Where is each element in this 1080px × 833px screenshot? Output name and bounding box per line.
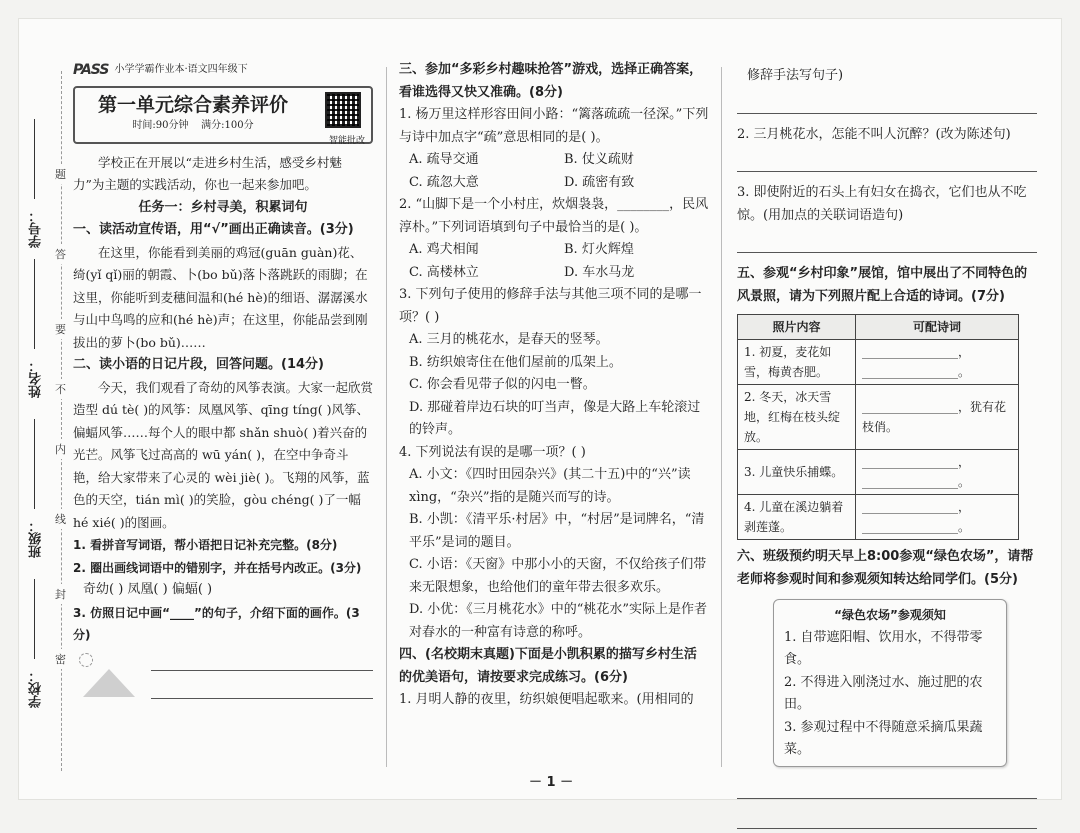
photo-cell: 4. 儿童在溪边躺着剥莲蓬。 [738,495,856,540]
section-4-question-2: 2. 三月桃花水，怎能不叫人沉醉？(改为陈述句) [737,126,1011,142]
painting-answer [73,647,373,703]
exam-time: 时间:90分钟 [132,119,189,131]
mc-options-2 [399,239,709,262]
page-number: － 1 － [529,775,574,790]
brand-bar [73,59,373,82]
qr-code-icon[interactable] [325,92,361,128]
seal-char: 内 [55,439,66,459]
photo-cell: 1. 初夏，麦花如雪，梅黄杏肥。 [738,340,856,385]
seal-char: 要 [55,319,66,339]
section-4-continued: 修辞手法写句子) [747,68,844,83]
section-2-title: 二、读小语的日记片段，回答问题。(14分) [73,357,324,372]
mc-options-2 [399,262,709,285]
school-label: 学校： [29,669,44,708]
mc-options-1 [399,172,709,195]
mountain-icon [83,669,135,697]
table-header: 可配诗词 [856,315,1019,340]
notice-item: 1. 自带遮阳帽、饮用水，不得带零食。 [784,629,983,667]
option[interactable]: B. 纺织娘寄住在他们屋前的瓜架上。 [409,354,622,370]
option[interactable]: B. 小凯：《清平乐·村居》中，“村居”是词牌名，“清平乐”是词的题目。 [409,512,705,550]
option[interactable]: A. 三月的桃花水，是春天的竖琴。 [409,332,609,347]
answer-line[interactable] [151,677,373,699]
notice-item: 3. 参观过程中不得随意采摘瓜果蔬菜。 [784,719,983,757]
answer-line[interactable] [737,150,1037,172]
column-2 [399,59,709,712]
notice-title: “绿色农场”参观须知 [834,608,946,622]
poem-cell[interactable]: ________________，________________。 [856,495,1019,540]
table-row [738,495,1019,540]
section-1-title: 一、读活动宣传语，用“√”画出正确读音。(3分) [73,222,354,237]
option[interactable]: C. 高楼林立 [409,264,479,280]
seal-char: 题 [55,164,66,184]
option[interactable]: A. 疏导交通 [409,152,479,167]
option[interactable]: A. 鸡犬相闻 [409,242,479,257]
column-1 [73,59,373,703]
column-divider [721,67,722,767]
visit-notice [773,599,1007,767]
poem-table [737,314,1019,540]
photo-cell: 3. 儿童快乐捕蝶。 [738,450,856,495]
answer-line[interactable] [737,92,1037,114]
name-line [34,259,35,349]
seal-char: 封 [55,584,66,604]
painting-image [73,651,143,701]
seal-char: 线 [55,509,66,529]
class-label: 班级： [29,519,44,558]
mc-question-4: 4. 下列说法有误的是哪一项？( ) [399,444,586,460]
answer-line[interactable] [737,231,1037,253]
option[interactable]: D. 小优：《三月桃花水》中的“桃花水”实际上是作者对春水的一种富有诗意的称呼。 [409,602,708,640]
table-row [738,385,1019,450]
id-label: 学号： [29,209,44,248]
mc-question-2: 2. “山脚下是一个小村庄，炊烟袅袅，________，民风淳朴。”下列词语填到句子中最恰当的是( )。 [399,197,709,235]
poem-cell[interactable]: ________________，________________。 [856,340,1019,385]
class-line [34,419,35,509]
seal-char: 答 [55,244,66,264]
option[interactable]: C. 小语：《天窗》中那小小的天窗，不仅给孩子们带来无限想象，也给他们的童年带去很多欢乐。 [409,557,707,595]
question-2: 2. 圈出画线词语中的错别字，并在括号内改正。(3分) [73,560,362,575]
exam-meta [83,118,303,134]
question-3: 3. 仿照日记中画“____”的句子，介绍下面的画作。(3分) [73,605,360,642]
column-3 [737,65,1037,833]
section-3-title: 三、参加“多彩乡村趣味抢答”游戏，选择正确答案，看谁选得又快又准确。(8分) [399,62,703,100]
table-header-row [738,315,1019,340]
question-1: 1. 看拼音写词语，帮小语把日记补充完整。(8分) [73,538,338,552]
name-label: 姓名： [29,359,44,398]
option[interactable]: D. 车水马龙 [564,264,635,280]
poem-cell[interactable]: ________________，犹有花枝俏。 [856,385,1019,450]
page-title: 第一单元综合素养评价 [97,93,288,116]
answer-line[interactable] [737,777,1037,799]
worksheet-page [18,18,1062,800]
mc-options-1 [399,149,709,172]
column-divider [386,67,387,767]
section-4-question-1: 1. 月明人静的夜里，纺织娘便唱起歌来。(用相同的 [399,692,694,707]
exam-score: 满分:100分 [201,119,254,131]
section-4-question-3: 3. 即使附近的石头上有妇女在捣衣，它们也从不吃惊。(用加点的关联词语造句) [737,185,1027,223]
sun-icon [79,653,93,667]
id-line [34,119,35,199]
diary-text: 今天，我们观看了奇幼的风筝表演。大家一起欣赏造型 dú tè( )的风筝：凤凰风筝、qīng tíng( )风筝、偏蝠风筝……每个人的眼中都 shǎn shuò( )着兴奋的光芒。风筝飞过高高的 wū yán( )，在空中争奇斗艳，给大家带来了心灵的 wèi jiè( )。飞翔的风筝，蓝色的天空，tián mì( )的笑脸，gòu chéng( )了一幅 hé xié( )的图画。 [73,379,374,530]
photo-cell: 2. 冬天，冰天雪地，红梅在枝头绽放。 [738,385,856,450]
option[interactable]: C. 疏忽大意 [409,174,479,190]
table-row [738,340,1019,385]
poem-cell[interactable]: ________________，________________。 [856,450,1019,495]
option[interactable]: A. 小文：《四时田园杂兴》(其二十五)中的“兴”读xìng，“杂兴”指的是随兴而写的诗。 [409,467,691,505]
mc-question-3: 3. 下列句子使用的修辞手法与其他三项不同的是哪一项？( ) [399,287,702,325]
task-heading: 任务一：乡村寻美，积累词句 [138,199,308,215]
school-line [34,579,35,659]
section-5-title: 五、参观“乡村印象”展馆，馆中展出了不同特色的风景照，请为下列照片配上合适的诗词。(7分) [737,266,1028,304]
notice-item: 2. 不得进入刚浇过水、施过肥的农田。 [784,674,983,712]
seal-char: 不 [55,379,66,399]
question-2-blanks[interactable]: 奇幼( ) 凤凰( ) 偏蝠( ) [83,582,213,597]
title-box [73,86,373,144]
answer-line[interactable] [151,649,373,671]
option[interactable]: B. 仗义疏财 [564,152,634,167]
brand-logo: PASS [73,62,109,78]
option[interactable]: C. 你会看见带子似的闪电一瞥。 [409,377,596,392]
option[interactable]: B. 灯火辉煌 [564,242,634,257]
section-1-text: 在这里，你能看到美丽的鸡冠(guān guàn)花、绮(yǐ qǐ)丽的朝霞、卜(bo bǔ)落卜落跳跃的雨脚；在这里，你能听到麦穗间温和(hé hè)的细语、潺潺溪水与山中鸟鸣的应和(hé hè)声；在这里，你能品尝到刚拔出的萝卜(bo bǔ)…… [73,244,368,350]
section-4-title: 四、(名校期末真题)下面是小凯积累的描写乡村生活的优美语句，请按要求完成练习。(6分) [399,647,697,685]
option[interactable]: D. 那碰着岸边石块的叮当声，像是大路上车轮滚过的铃声。 [409,399,701,437]
option[interactable]: D. 疏密有致 [564,174,635,190]
binding-margin [19,19,81,801]
intro-text: 学校正在开展以“走进乡村生活，感受乡村魅力”为主题的实践活动，你也一起来参加吧。 [73,154,342,192]
table-header: 照片内容 [738,315,856,340]
series-title: 小学学霸作业本·语文四年级下 [114,64,248,75]
seal-char: 密 [55,649,66,669]
section-6-title: 六、班级预约明天早上8:00参观“绿色农场”，请帮老师将参观时间和参观须知转达给同学们。(5分) [737,549,1034,587]
qr-caption: 智能批改 [328,135,365,146]
mc-question-1: 1. 杨万里这样形容田间小路：“篱落疏疏一径深。”下列与诗中加点字“疏”意思相同的是( )。 [399,107,709,145]
table-row [738,450,1019,495]
